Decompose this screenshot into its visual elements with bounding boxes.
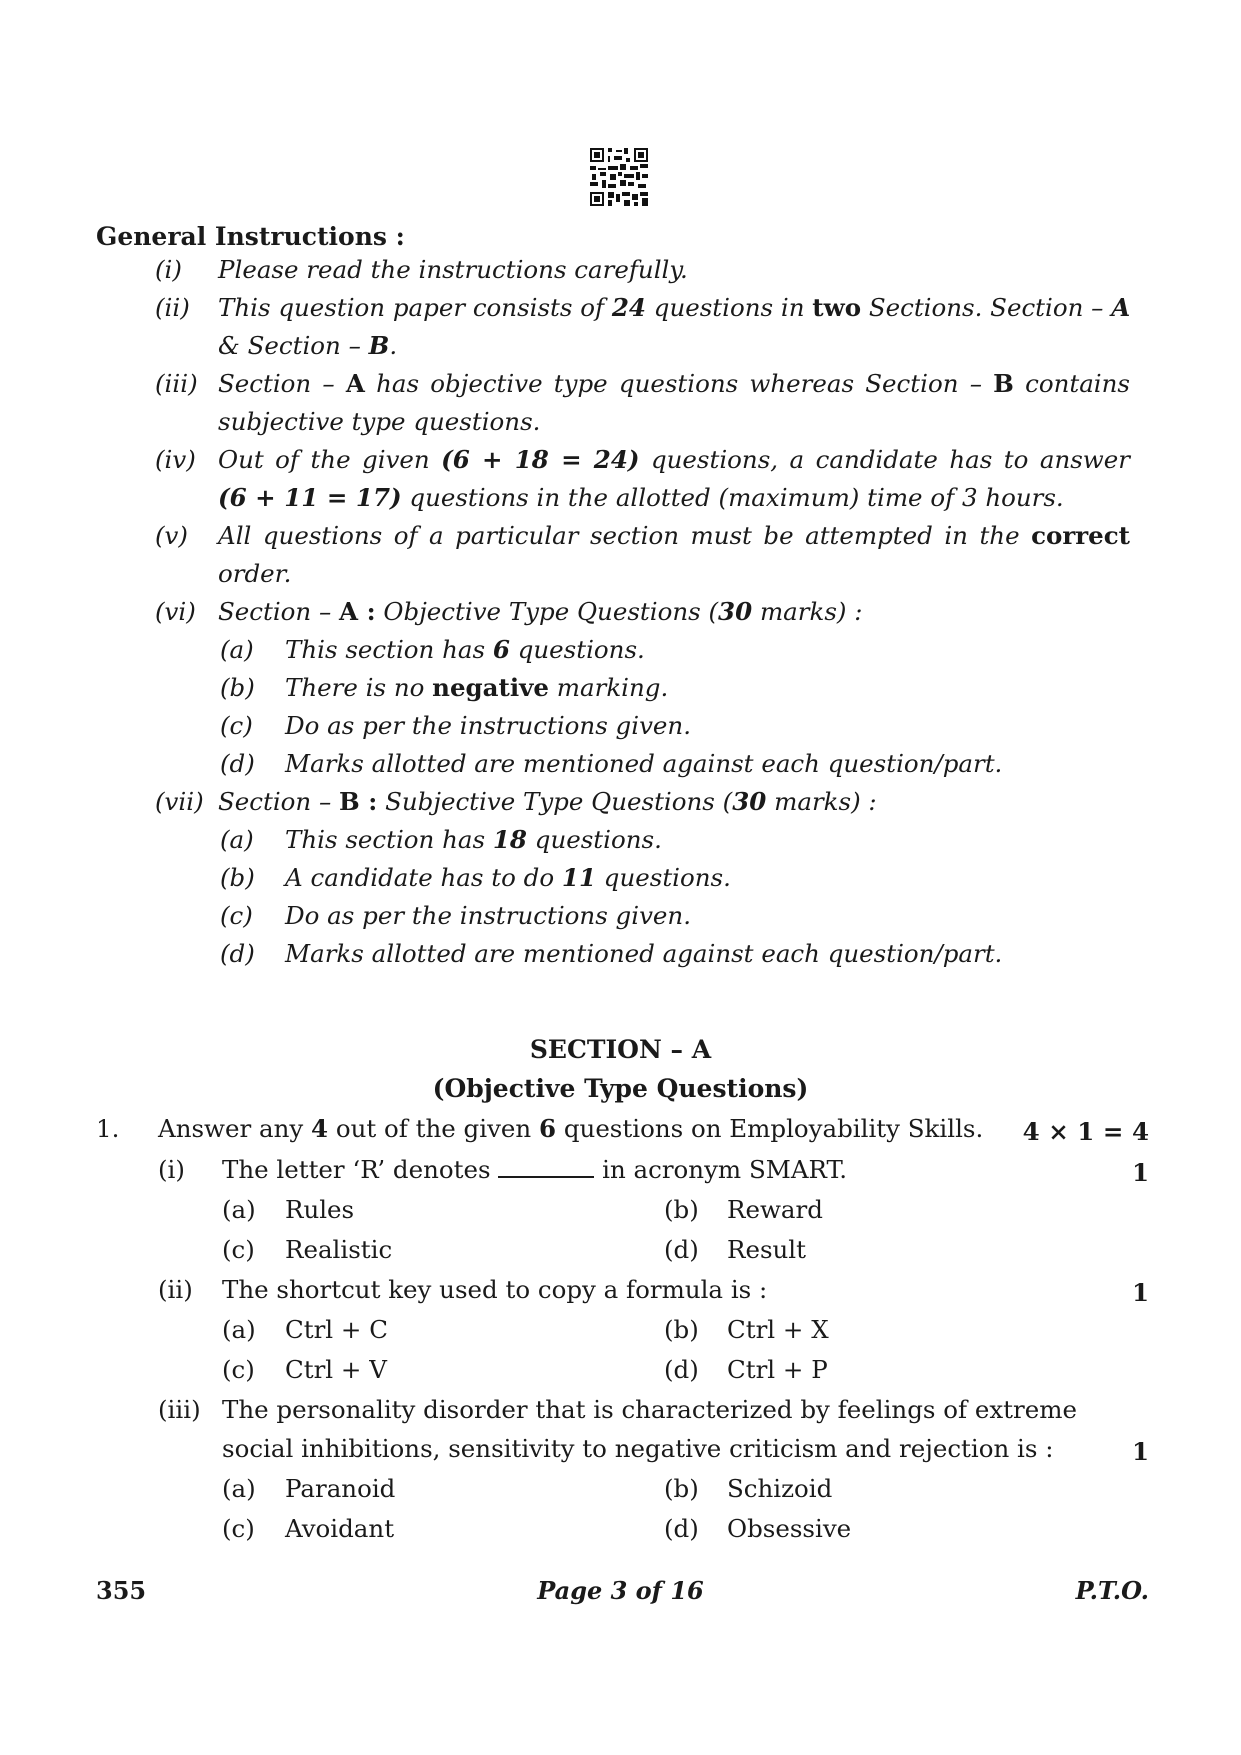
question-marks: 4 × 1 = 4 <box>1022 1117 1149 1146</box>
option-label: (b) <box>664 1195 699 1224</box>
part-question: The letter ‘R’ denotes in acronym SMART. <box>222 1155 848 1184</box>
qr-code <box>590 148 648 206</box>
sub-item-label: (c) <box>220 901 253 930</box>
sub-item-text: Marks allotted are mentioned against each question/part. <box>285 749 1003 778</box>
section-a-title: SECTION – A <box>529 1035 712 1064</box>
instruction-number: (i) <box>155 255 182 284</box>
option-text: Schizoid <box>727 1474 833 1503</box>
sub-item-text: This section has 6 questions. <box>285 635 645 664</box>
instruction-number: (vi) <box>155 597 196 626</box>
option-label: (c) <box>222 1235 255 1264</box>
sub-item-text: There is no negative marking. <box>285 673 669 702</box>
instruction-number: (vii) <box>155 787 204 816</box>
sub-item-text: This section has 18 questions. <box>285 825 662 854</box>
sub-item-label: (a) <box>220 825 254 854</box>
sub-item-text: A candidate has to do 11 questions. <box>285 863 731 892</box>
option-label: (d) <box>664 1514 699 1543</box>
part-marks: 1 <box>1131 1278 1149 1307</box>
pto-label: P.T.O. <box>1075 1576 1149 1605</box>
sub-item-label: (d) <box>220 749 255 778</box>
part-question: The personality disorder that is characterized by feelings of extreme <box>222 1395 1077 1424</box>
option-label: (c) <box>222 1355 255 1384</box>
option-text: Ctrl + V <box>285 1355 387 1384</box>
instruction-number: (v) <box>155 521 188 550</box>
part-marks: 1 <box>1131 1437 1149 1466</box>
general-instructions-heading: General Instructions : <box>96 222 405 251</box>
sub-item-label: (c) <box>220 711 253 740</box>
page-number: Page 3 of 16 <box>537 1576 704 1605</box>
instruction-text: Section – B : Subjective Type Questions (30 marks) : <box>218 787 877 816</box>
part-marks: 1 <box>1131 1158 1149 1187</box>
instruction-text: This question paper consists of 24 questions in two Sections. Section – A <box>218 293 1131 322</box>
instruction-text: (6 + 11 = 17) questions in the allotted (maximum) time of 3 hours. <box>218 483 1064 512</box>
sub-item-text: Do as per the instructions given. <box>285 901 691 930</box>
option-text: Rules <box>285 1195 355 1224</box>
instruction-text: order. <box>218 559 292 588</box>
instruction-text: Out of the given (6 + 18 = 24) questions, a candidate has to answer <box>218 445 1130 474</box>
option-text: Ctrl + C <box>285 1315 388 1344</box>
option-label: (a) <box>222 1195 256 1224</box>
instruction-text: All questions of a particular section must be attempted in the correct <box>218 521 1130 550</box>
option-text: Ctrl + X <box>727 1315 829 1344</box>
instruction-text: Section – A : Objective Type Questions (30 marks) : <box>218 597 863 626</box>
option-text: Ctrl + P <box>727 1355 828 1384</box>
instruction-text: subjective type questions. <box>218 407 541 436</box>
option-text: Avoidant <box>285 1514 395 1543</box>
sub-item-text: Marks allotted are mentioned against each question/part. <box>285 939 1003 968</box>
sub-item-label: (a) <box>220 635 254 664</box>
part-number: (iii) <box>158 1395 201 1424</box>
instruction-text: & Section – B. <box>218 331 398 360</box>
part-number: (ii) <box>158 1275 193 1304</box>
sub-item-label: (b) <box>220 673 255 702</box>
sub-item-label: (b) <box>220 863 255 892</box>
part-number: (i) <box>158 1155 185 1184</box>
part-question: social inhibitions, sensitivity to negative criticism and rejection is : <box>222 1434 1054 1463</box>
paper-code: 355 <box>96 1576 147 1605</box>
answer-blank <box>498 1158 594 1178</box>
option-label: (d) <box>664 1355 699 1384</box>
option-label: (b) <box>664 1315 699 1344</box>
option-label: (c) <box>222 1514 255 1543</box>
part-question: The shortcut key used to copy a formula is : <box>222 1275 768 1304</box>
question-number: 1. <box>96 1114 120 1143</box>
option-text: Reward <box>727 1195 823 1224</box>
question-text: Answer any 4 out of the given 6 questions on Employability Skills. <box>158 1114 984 1143</box>
option-text: Realistic <box>285 1235 393 1264</box>
instruction-number: (iv) <box>155 445 196 474</box>
instruction-text: Please read the instructions carefully. <box>218 255 688 284</box>
instruction-text: Section – A has objective type questions whereas Section – B contains <box>218 369 1130 398</box>
option-text: Obsessive <box>727 1514 852 1543</box>
option-label: (b) <box>664 1474 699 1503</box>
sub-item-label: (d) <box>220 939 255 968</box>
section-a-subtitle: (Objective Type Questions) <box>432 1074 809 1103</box>
option-label: (a) <box>222 1474 256 1503</box>
instruction-number: (ii) <box>155 293 190 322</box>
sub-item-text: Do as per the instructions given. <box>285 711 691 740</box>
option-label: (a) <box>222 1315 256 1344</box>
option-text: Paranoid <box>285 1474 396 1503</box>
option-text: Result <box>727 1235 806 1264</box>
instruction-number: (iii) <box>155 369 198 398</box>
option-label: (d) <box>664 1235 699 1264</box>
